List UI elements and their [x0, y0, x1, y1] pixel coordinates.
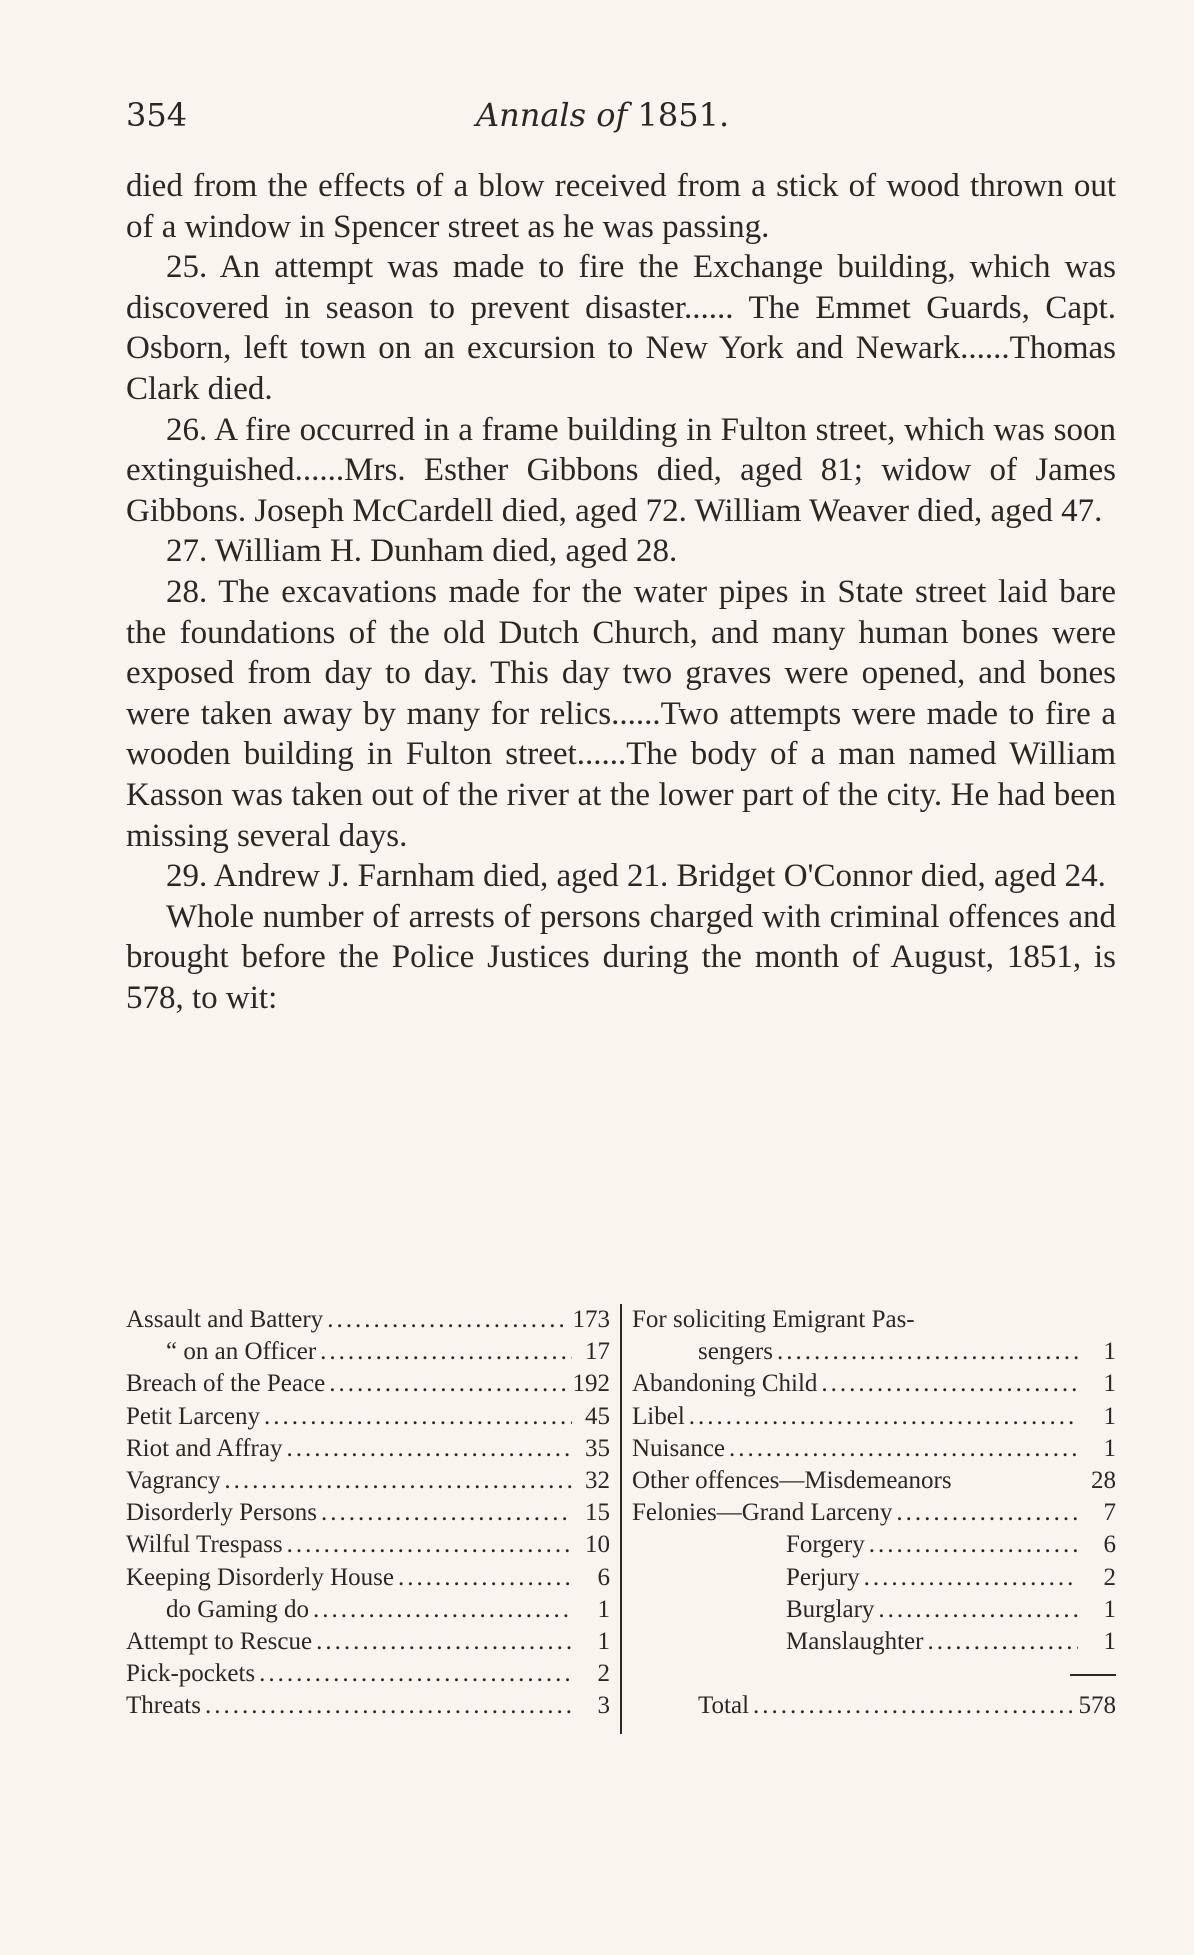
- table-row: [632, 1594, 1116, 1626]
- table-row: [126, 1401, 610, 1433]
- offence-label: Threats: [126, 1692, 201, 1720]
- table-row: [632, 1497, 1116, 1529]
- dot-leader: [313, 1594, 572, 1626]
- running-title-year: 1851.: [627, 96, 730, 134]
- paragraph: 28. The excavations made for the water pipes in State street laid bare the foundations of the old Dutch Church, and many human bones were exposed from day to day. This day two graves were opened, and bones were taken away by many for relics......Two attempts were made to fire a wooden building in Fulton street......The body of a man named William Kasson was taken out of the river at the lower part of the city. He had been missing several days.: [126, 573, 1116, 854]
- offence-label: Burglary: [786, 1595, 875, 1623]
- dot-leader: [896, 1497, 1078, 1529]
- offence-label: Manslaughter: [786, 1627, 924, 1655]
- offence-count: 17: [585, 1338, 610, 1366]
- table-row: [632, 1626, 1116, 1658]
- table-row: [126, 1336, 610, 1368]
- offence-count: [1070, 1658, 1116, 1676]
- offence-count: 1: [597, 1627, 610, 1655]
- table-row: [632, 1368, 1116, 1400]
- offence-count: 7: [1103, 1499, 1116, 1527]
- offence-label: Vagrancy: [126, 1466, 221, 1494]
- dot-leader: [777, 1336, 1078, 1368]
- offence-label: Attempt to Rescue: [126, 1627, 313, 1655]
- offence-count: 2: [597, 1660, 610, 1688]
- dot-leader: [205, 1690, 572, 1722]
- table-row: [632, 1529, 1116, 1561]
- dot-leader: [329, 1368, 568, 1400]
- table-row: [126, 1594, 610, 1626]
- dot-leader: [398, 1562, 572, 1594]
- table-row: [632, 1304, 1116, 1336]
- table-row: [126, 1626, 610, 1658]
- paragraph: died from the effects of a blow received from a stick of wood thrown out of a window in Spencer street as he was passing.: [126, 168, 1116, 245]
- offence-count: 578: [1078, 1692, 1116, 1720]
- offence-label: Breach of the Peace: [126, 1370, 326, 1398]
- offence-count: 1: [597, 1595, 610, 1623]
- dot-leader: [927, 1626, 1078, 1658]
- offence-count: 6: [597, 1563, 610, 1591]
- offence-count: 2: [1103, 1563, 1116, 1591]
- offence-count: 1: [1103, 1595, 1116, 1623]
- offence-count: 1: [1103, 1627, 1116, 1655]
- dot-leader: [689, 1401, 1078, 1433]
- offence-count: 1: [1103, 1434, 1116, 1462]
- offence-count: 1: [1103, 1402, 1116, 1430]
- offence-label: Felonies—Grand Larceny: [632, 1499, 893, 1527]
- offences-right-column: [632, 1304, 1116, 1722]
- offence-label: Other offences—Misdemeanors: [632, 1466, 952, 1494]
- table-row: [632, 1433, 1116, 1465]
- paragraph: 26. A fire occurred in a frame building in Fulton street, which was soon extinguished......Mrs. Esther Gibbons died, aged 81; widow of James Gibbons. Joseph McCardell died, aged 72. William Weaver died, aged 47.: [126, 411, 1116, 529]
- dot-leader: [259, 1658, 572, 1690]
- table-row: [126, 1304, 610, 1336]
- dot-leader: [287, 1529, 572, 1561]
- table-row: [126, 1465, 610, 1497]
- offence-count: 10: [585, 1531, 610, 1559]
- offence-label: Total: [698, 1692, 750, 1720]
- column-divider: [620, 1304, 622, 1734]
- offence-label: Forgery: [786, 1531, 865, 1559]
- dot-leader: [869, 1529, 1078, 1561]
- dot-leader: [327, 1304, 568, 1336]
- paragraph: 27. William H. Dunham died, aged 28.: [166, 533, 678, 570]
- dot-leader: [316, 1626, 572, 1658]
- offence-label: Perjury: [786, 1563, 860, 1591]
- table-row: [632, 1336, 1116, 1368]
- dot-leader: [864, 1562, 1078, 1594]
- dot-leader: [286, 1433, 572, 1465]
- offence-count: 32: [585, 1466, 610, 1494]
- offence-label: Pick-pockets: [126, 1660, 256, 1688]
- offence-label: For soliciting Emigrant Pas-: [632, 1306, 915, 1333]
- table-row: [126, 1433, 610, 1465]
- table-row: [126, 1658, 610, 1690]
- page-header: [126, 96, 1116, 142]
- offence-label: Wilful Trespass: [126, 1531, 283, 1559]
- paragraph: Whole number of arrests of persons charged with criminal offences and brought before the Police Justices during the month of August, 1851, is 578, to wit:: [126, 898, 1116, 1016]
- offence-label: Petit Larceny: [126, 1402, 260, 1430]
- offence-count: 28: [1091, 1466, 1116, 1494]
- offences-left-column: [126, 1304, 610, 1722]
- offence-label: Assault and Battery: [126, 1306, 324, 1333]
- dot-leader: [821, 1368, 1078, 1400]
- offence-label: Riot and Affray: [126, 1434, 283, 1462]
- offence-label: Disorderly Persons: [126, 1499, 317, 1527]
- running-title-italic: Annals of: [476, 96, 628, 134]
- offence-count: 15: [585, 1499, 610, 1527]
- table-row: [126, 1368, 610, 1400]
- running-title: [476, 96, 729, 134]
- dot-leader: [729, 1433, 1078, 1465]
- offence-label: sengers: [698, 1338, 773, 1366]
- offence-label: do Gaming do: [166, 1595, 310, 1623]
- offence-count: 192: [572, 1370, 610, 1398]
- offence-label: Keeping Disorderly House: [126, 1563, 394, 1591]
- table-row: [632, 1401, 1116, 1433]
- total-rule: [632, 1658, 1116, 1690]
- offence-label: Abandoning Child: [632, 1370, 818, 1398]
- page-number: 354: [126, 96, 188, 134]
- dot-leader: [753, 1690, 1074, 1722]
- dot-leader: [320, 1336, 572, 1368]
- paragraph: 25. An attempt was made to fire the Exchange building, which was discovered in season to prevent disaster...... The Emmet Guards, Capt. Osborn, left town on an excursion to New York and Newark......Thomas Clark died.: [126, 249, 1116, 407]
- table-row: [632, 1465, 1116, 1497]
- dot-leader: [264, 1401, 572, 1433]
- paragraph: 29. Andrew J. Farnham died, aged 21. Bridget O'Connor died, aged 24.: [166, 858, 1106, 895]
- offence-count: 1: [1103, 1338, 1116, 1366]
- table-row: [126, 1562, 610, 1594]
- offence-label: Nuisance: [632, 1434, 726, 1462]
- body-text: [126, 166, 1116, 1018]
- table-row: [126, 1497, 610, 1529]
- dot-leader: [878, 1594, 1078, 1626]
- offence-count: 45: [585, 1402, 610, 1430]
- total-row: [632, 1690, 1116, 1722]
- offence-count: 173: [572, 1306, 610, 1333]
- table-row: [126, 1690, 610, 1722]
- table-row: [126, 1529, 610, 1561]
- offence-count: 35: [585, 1434, 610, 1462]
- dot-leader: [224, 1465, 572, 1497]
- offence-count: 3: [597, 1692, 610, 1720]
- offence-count: 6: [1103, 1531, 1116, 1559]
- offence-label: “ on an Officer: [166, 1338, 317, 1366]
- offence-count: 1: [1103, 1370, 1116, 1398]
- offence-label: Libel: [632, 1402, 685, 1430]
- table-row: [632, 1562, 1116, 1594]
- dot-leader: [321, 1497, 572, 1529]
